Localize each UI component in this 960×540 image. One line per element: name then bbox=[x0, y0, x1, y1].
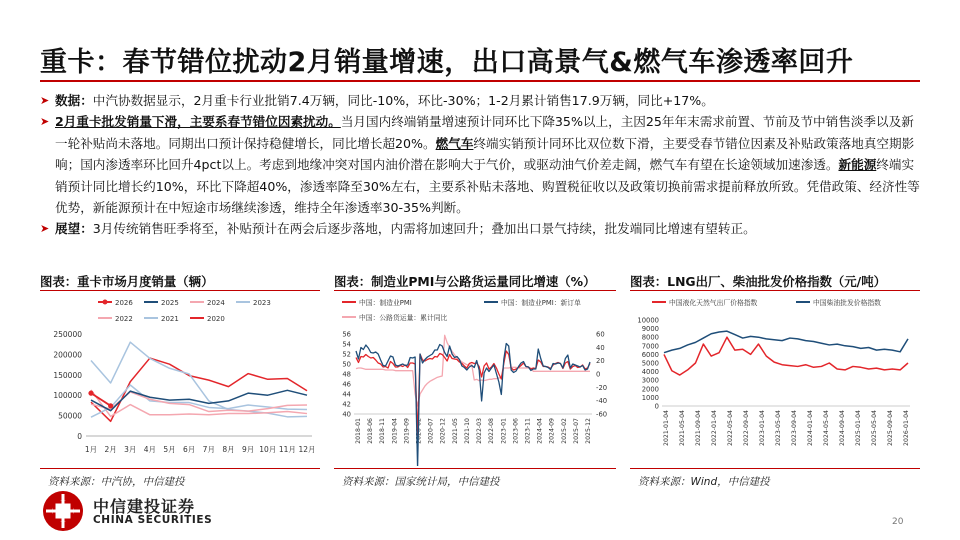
chart1-caption-line bbox=[40, 290, 320, 291]
x-tick-2022-08: 2022-08 bbox=[488, 418, 496, 444]
chart2-caption-line bbox=[334, 290, 616, 291]
y-right-tick-20: 20 bbox=[596, 357, 605, 366]
new-energy-label: 新能源 bbox=[838, 157, 877, 173]
x-tick-2024-05-04: 2024-05-04 bbox=[823, 410, 830, 446]
y-tick-2000: 2000 bbox=[641, 385, 659, 394]
x-tick-2024-01-04: 2024-01-04 bbox=[807, 410, 814, 446]
x-tick-2020-07: 2020-07 bbox=[427, 418, 435, 444]
x-tick-2024-09: 2024-09 bbox=[548, 418, 556, 444]
y-tick-50000: 50000 bbox=[58, 411, 82, 421]
x-tick-2023-11: 2023-11 bbox=[524, 418, 532, 444]
chart1-caption: 图表：重卡市场月度销量（辆） bbox=[40, 274, 214, 289]
x-tick-2021-05-04: 2021-05-04 bbox=[679, 410, 686, 446]
chart1-source-line bbox=[40, 468, 320, 469]
x-tick-2023-09-04: 2023-09-04 bbox=[791, 410, 798, 446]
chart2-source: 资料来源：国家统计局，中信建投 bbox=[342, 476, 500, 488]
x-tick-9月: 9月 bbox=[241, 445, 255, 454]
x-tick-2021-09-04: 2021-09-04 bbox=[695, 410, 702, 446]
x-tick-2024-04: 2024-04 bbox=[536, 418, 544, 444]
y-tick-0: 0 bbox=[77, 432, 82, 441]
bullet-analysis bbox=[40, 111, 922, 218]
point-2026-1 bbox=[108, 403, 113, 408]
bullet-outlook-label: 展望： bbox=[55, 221, 93, 237]
bullet-analysis-text-2: 终端实销预计同环比双位数下滑，主要受春节错位因素及补贴政策落地真空期影响；国内渗透率环比回升4pct以上。考虑到地缘冲突对国内油价潜在影响大于气价，或驱动油气价差走阔，燃气车有望在长途领域加速渗透。 bbox=[55, 135, 915, 173]
y-right-tick--60: -60 bbox=[596, 410, 608, 419]
x-tick-2026-01-04: 2026-01-04 bbox=[903, 410, 910, 446]
x-tick-1月: 1月 bbox=[84, 445, 98, 454]
y-left-tick-44: 44 bbox=[342, 390, 351, 399]
legend-label-2025: 2025 bbox=[161, 299, 179, 307]
x-tick-2025-12: 2025-12 bbox=[585, 418, 592, 444]
y-tick-1000: 1000 bbox=[641, 393, 659, 402]
x-tick-2019-09: 2019-09 bbox=[403, 418, 411, 444]
x-tick-3月: 3月 bbox=[124, 445, 137, 454]
x-tick-2018-01: 2018-01 bbox=[355, 418, 362, 444]
y-left-tick-56: 56 bbox=[342, 330, 351, 339]
x-tick-2022-01-04: 2022-01-04 bbox=[711, 410, 718, 446]
x-tick-2025-07: 2025-07 bbox=[572, 418, 580, 444]
y-left-tick-52: 52 bbox=[342, 350, 351, 359]
x-tick-2023-01: 2023-01 bbox=[500, 418, 508, 444]
y-tick-8000: 8000 bbox=[641, 333, 659, 342]
x-tick-2021-01-04: 2021-01-04 bbox=[663, 410, 670, 446]
x-tick-2018-06: 2018-06 bbox=[367, 418, 375, 444]
y-tick-150000: 150000 bbox=[53, 370, 82, 380]
y-right-tick-40: 40 bbox=[596, 343, 605, 352]
x-tick-2024-09-04: 2024-09-04 bbox=[839, 410, 846, 446]
legend-label-2021: 2021 bbox=[161, 315, 179, 323]
bullet-arrow-icon: ➤ bbox=[40, 115, 50, 129]
chart3-source: 资料来源：Wind，中信建投 bbox=[638, 476, 770, 488]
chart3-source-line bbox=[630, 468, 920, 469]
x-tick-2021-05: 2021-05 bbox=[451, 418, 459, 444]
gas-vehicle-label: 燃气车 bbox=[435, 135, 474, 151]
chart1-monthly-sales bbox=[40, 292, 322, 466]
x-tick-2025-05-04: 2025-05-04 bbox=[871, 410, 878, 446]
page-number: 20 bbox=[892, 517, 904, 527]
title-underline bbox=[40, 80, 920, 82]
page-title: 重卡：春节错位扰动2月销量增速，出口高景气&燃气车渗透率回升 bbox=[40, 47, 854, 78]
chart2-caption: 图表：制造业PMI与公路货运量同比增速（%） bbox=[334, 274, 596, 289]
legend-label-0: 中国液化天然气出厂价格指数 bbox=[669, 299, 758, 307]
y-tick-10000: 10000 bbox=[637, 316, 659, 325]
china-securities-logo-icon bbox=[38, 488, 88, 534]
chart3-caption: 图表：LNG出厂、柴油批发价格指数（元/吨） bbox=[630, 274, 886, 289]
series-line-2 bbox=[356, 335, 590, 406]
bullet-data bbox=[40, 90, 922, 111]
y-tick-5000: 5000 bbox=[641, 359, 659, 368]
legend-label-1: 中国：制造业PMI：新订单 bbox=[501, 299, 581, 307]
y-right-tick--20: -20 bbox=[596, 383, 608, 392]
x-tick-2022-09-04: 2022-09-04 bbox=[743, 410, 750, 446]
legend-label-0: 中国：制造业PMI bbox=[359, 299, 412, 307]
bullet-data-label: 数据： bbox=[55, 93, 93, 108]
legend-marker-2026 bbox=[103, 300, 108, 305]
legend-label-2: 中国：公路货运量：累计同比 bbox=[359, 314, 448, 322]
x-tick-2021-10: 2021-10 bbox=[463, 418, 471, 444]
y-tick-250000: 250000 bbox=[53, 330, 82, 339]
x-tick-2023-01-04: 2023-01-04 bbox=[759, 410, 766, 446]
bullet-outlook-text: 3月传统销售旺季将至，补贴预计在两会后逐步落地，内需将加速回升；叠加出口景气持续，批发端同比增速有望转正。 bbox=[92, 221, 756, 237]
legend-label-1: 中国柴油批发价格指数 bbox=[813, 299, 881, 307]
chart2-source-line bbox=[334, 468, 616, 469]
x-tick-4月: 4月 bbox=[143, 445, 157, 454]
x-tick-7月: 7月 bbox=[202, 445, 215, 454]
y-left-tick-46: 46 bbox=[342, 380, 351, 389]
x-tick-2025-01-04: 2025-01-04 bbox=[855, 410, 862, 446]
x-tick-10月: 10月 bbox=[259, 445, 277, 454]
bullet-analysis-text-1: 当月国内终端销量增速预计同环比下降35%以上，主因25年年末需求前置、节前及节中销售淡季以及新一轮补贴尚未落地。同期出口预计保持稳健增长，同比增长超20%。 bbox=[55, 114, 914, 151]
x-tick-2025-02: 2025-02 bbox=[560, 418, 568, 444]
x-tick-2020-02: 2020-02 bbox=[415, 418, 423, 444]
x-tick-11月: 11月 bbox=[278, 445, 296, 454]
y-left-tick-40: 40 bbox=[342, 410, 351, 419]
x-tick-2019-04: 2019-04 bbox=[391, 418, 399, 444]
legend-label-2024: 2024 bbox=[207, 299, 225, 307]
y-tick-9000: 9000 bbox=[641, 325, 659, 334]
chart3-caption-line bbox=[630, 290, 920, 291]
y-left-tick-54: 54 bbox=[342, 340, 351, 349]
x-tick-12月: 12月 bbox=[298, 445, 316, 454]
y-tick-7000: 7000 bbox=[641, 342, 659, 351]
logo-text-cn: 中信建投证券 bbox=[93, 497, 196, 516]
x-tick-2025-09-04: 2025-09-04 bbox=[887, 410, 894, 446]
legend-label-2020: 2020 bbox=[207, 315, 225, 323]
x-tick-2022-03: 2022-03 bbox=[476, 418, 484, 444]
y-tick-4000: 4000 bbox=[641, 368, 659, 377]
y-tick-6000: 6000 bbox=[641, 350, 659, 359]
x-tick-2023-06: 2023-06 bbox=[512, 418, 520, 444]
bullet-data-text: 中汽协数据显示，2月重卡行业批销7.4万辆，同比-10%，环比-30%；1-2月累计销售17.9万辆，同比+17%。 bbox=[92, 93, 714, 108]
point-2026-0 bbox=[88, 391, 93, 396]
legend-label-2022: 2022 bbox=[115, 315, 133, 323]
y-right-tick-60: 60 bbox=[596, 330, 605, 339]
y-left-tick-42: 42 bbox=[342, 400, 351, 409]
y-left-tick-50: 50 bbox=[342, 360, 351, 369]
y-tick-100000: 100000 bbox=[53, 391, 82, 401]
x-tick-2018-11: 2018-11 bbox=[379, 418, 387, 444]
x-tick-2020-12: 2020-12 bbox=[439, 418, 447, 444]
y-right-tick-0: 0 bbox=[596, 370, 601, 379]
chart1-source: 资料来源：中汽协，中信建投 bbox=[48, 476, 185, 488]
y-right-tick--40: -40 bbox=[596, 397, 608, 406]
x-tick-8月: 8月 bbox=[222, 445, 235, 454]
x-tick-6月: 6月 bbox=[183, 445, 196, 454]
x-tick-2022-05-04: 2022-05-04 bbox=[727, 410, 734, 446]
bullet-outlook bbox=[40, 218, 922, 239]
x-tick-5月: 5月 bbox=[163, 445, 176, 454]
y-tick-3000: 3000 bbox=[641, 376, 659, 385]
bullet-arrow-icon: ➤ bbox=[40, 94, 50, 107]
series-line-0 bbox=[664, 337, 908, 375]
y-tick-200000: 200000 bbox=[53, 350, 82, 360]
y-left-tick-48: 48 bbox=[342, 370, 351, 379]
chart3-lng-diesel-price bbox=[628, 292, 920, 466]
legend-label-2023: 2023 bbox=[253, 299, 271, 307]
y-tick-0: 0 bbox=[654, 402, 659, 411]
x-tick-2月: 2月 bbox=[104, 445, 117, 454]
chart2-pmi-freight bbox=[334, 292, 618, 466]
body-text bbox=[40, 90, 922, 240]
logo-text-en: CHINA SECURITIES bbox=[93, 514, 213, 526]
legend-label-2026: 2026 bbox=[115, 299, 133, 307]
bullet-arrow-icon: ➤ bbox=[40, 222, 50, 236]
bullet-analysis-label: 2月重卡批发销量下滑，主要系春节错位因素扰动。 bbox=[55, 114, 341, 130]
bullet-analysis-text-3: 终端实销预计同比增长约10%，环比下降超40%，渗透率降至30%左右，主要系补贴未落地、购置税征收以及政策切换前需求提前释放所致。凭借政策、经济性等优势，新能源预计在中短途市场继续渗透，维持全年渗透率30-35%判断。 bbox=[55, 157, 920, 216]
x-tick-2023-05-04: 2023-05-04 bbox=[775, 410, 782, 446]
